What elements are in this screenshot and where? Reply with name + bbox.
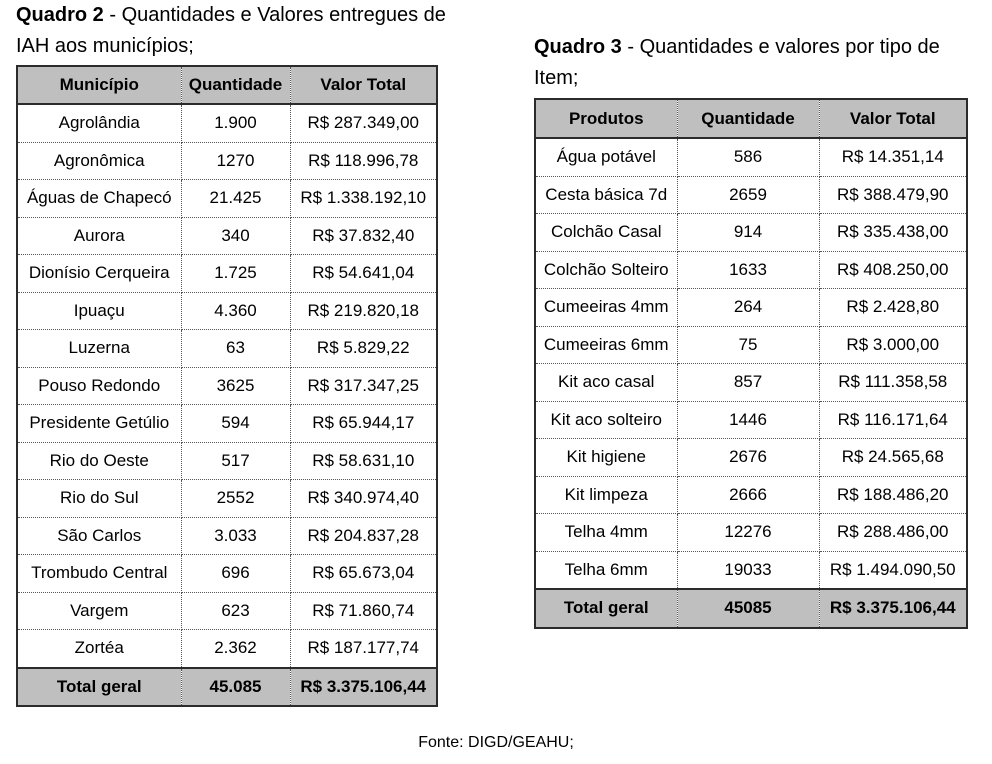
cell-quantidade: 264 (677, 289, 819, 327)
total-row (17, 668, 437, 707)
cell-name: Telha 4mm (535, 514, 677, 552)
cell-quantidade: 2552 (181, 480, 290, 518)
cell-quantidade: 594 (181, 405, 290, 443)
cell-name: Dionísio Cerqueira (17, 255, 181, 293)
quadro2-caption (16, 0, 466, 62)
cell-name: Kit limpeza (535, 476, 677, 514)
cell-valor-total: R$ 219.820,18 (290, 292, 437, 330)
column-header-produtos: Produtos (535, 99, 677, 138)
table-row (535, 251, 967, 289)
quadro2-caption-text: - Quantidades e Valores entregues de IAH aos municípios; (16, 4, 446, 57)
table-header-row (535, 99, 967, 138)
total-label: Total geral (17, 668, 181, 707)
quadro3-table (534, 98, 968, 629)
cell-valor-total: R$ 287.349,00 (290, 104, 437, 142)
cell-name: Trombudo Central (17, 555, 181, 593)
cell-quantidade: 21.425 (181, 180, 290, 218)
cell-valor-total: R$ 340.974,40 (290, 480, 437, 518)
table-row (535, 476, 967, 514)
cell-name: Agrolândia (17, 104, 181, 142)
table-row (535, 289, 967, 327)
total-valor: R$ 3.375.106,44 (290, 668, 437, 707)
quadro2-body (17, 104, 437, 706)
quadro3-caption (534, 32, 984, 94)
cell-quantidade: 1446 (677, 401, 819, 439)
cell-valor-total: R$ 204.837,28 (290, 517, 437, 555)
total-row (535, 589, 967, 628)
cell-quantidade: 1633 (677, 251, 819, 289)
cell-quantidade: 517 (181, 442, 290, 480)
cell-valor-total: R$ 335.438,00 (819, 214, 967, 252)
cell-quantidade: 340 (181, 217, 290, 255)
cell-valor-total: R$ 111.358,58 (819, 364, 967, 402)
cell-name: Luzerna (17, 330, 181, 368)
cell-name: Presidente Getúlio (17, 405, 181, 443)
cell-valor-total: R$ 408.250,00 (819, 251, 967, 289)
table-row (17, 104, 437, 142)
cell-name: Agronômica (17, 142, 181, 180)
cell-name: Aurora (17, 217, 181, 255)
cell-valor-total: R$ 2.428,80 (819, 289, 967, 327)
cell-name: Kit aco casal (535, 364, 677, 402)
table-row (17, 367, 437, 405)
cell-name: Pouso Redondo (17, 367, 181, 405)
cell-quantidade: 63 (181, 330, 290, 368)
cell-quantidade: 4.360 (181, 292, 290, 330)
table-row (535, 401, 967, 439)
table-row (535, 214, 967, 252)
cell-quantidade: 1.900 (181, 104, 290, 142)
cell-quantidade: 2676 (677, 439, 819, 477)
table-row (17, 405, 437, 443)
table-header-row (17, 66, 437, 104)
cell-name: Vargem (17, 592, 181, 630)
cell-valor-total: R$ 317.347,25 (290, 367, 437, 405)
cell-name: Cesta básica 7d (535, 176, 677, 214)
cell-valor-total: R$ 116.171,64 (819, 401, 967, 439)
cell-name: Rio do Oeste (17, 442, 181, 480)
cell-valor-total: R$ 54.641,04 (290, 255, 437, 293)
total-valor: R$ 3.375.106,44 (819, 589, 967, 628)
table-row (17, 142, 437, 180)
table-row (17, 592, 437, 630)
cell-valor-total: R$ 1.338.192,10 (290, 180, 437, 218)
cell-valor-total: R$ 188.486,20 (819, 476, 967, 514)
cell-valor-total: R$ 3.000,00 (819, 326, 967, 364)
table-row (535, 176, 967, 214)
cell-valor-total: R$ 65.944,17 (290, 405, 437, 443)
cell-quantidade: 623 (181, 592, 290, 630)
cell-valor-total: R$ 58.631,10 (290, 442, 437, 480)
quadro3-caption-label: Quadro 3 (534, 36, 622, 58)
cell-valor-total: R$ 1.494.090,50 (819, 551, 967, 589)
table-row (17, 517, 437, 555)
cell-name: Telha 6mm (535, 551, 677, 589)
table-row (17, 630, 437, 668)
quadro3-body (535, 138, 967, 628)
cell-name: Rio do Sul (17, 480, 181, 518)
cell-quantidade: 12276 (677, 514, 819, 552)
column-header-municipio: Município (17, 66, 181, 104)
cell-name: Kit higiene (535, 439, 677, 477)
table-row (17, 292, 437, 330)
cell-valor-total: R$ 65.673,04 (290, 555, 437, 593)
cell-quantidade: 2659 (677, 176, 819, 214)
cell-valor-total: R$ 37.832,40 (290, 217, 437, 255)
table-row (17, 255, 437, 293)
cell-quantidade: 857 (677, 364, 819, 402)
total-quantidade: 45.085 (181, 668, 290, 707)
cell-valor-total: R$ 24.565,68 (819, 439, 967, 477)
cell-quantidade: 914 (677, 214, 819, 252)
column-header-valor-total: Valor Total (819, 99, 967, 138)
table-row (17, 330, 437, 368)
quadro2-caption-label: Quadro 2 (16, 4, 104, 26)
column-header-quantidade: Quantidade (181, 66, 290, 104)
cell-name: Cumeeiras 6mm (535, 326, 677, 364)
table-row (17, 480, 437, 518)
table-row (535, 514, 967, 552)
source-note: Fonte: DIGD/GEAHU; (418, 734, 574, 751)
cell-quantidade: 2666 (677, 476, 819, 514)
table-row (535, 439, 967, 477)
table-row (17, 555, 437, 593)
cell-valor-total: R$ 71.860,74 (290, 592, 437, 630)
table-row (535, 138, 967, 176)
cell-quantidade: 696 (181, 555, 290, 593)
cell-name: Zortéa (17, 630, 181, 668)
quadro2-table (16, 65, 438, 707)
cell-name: Água potável (535, 138, 677, 176)
quadro3-caption-text: - Quantidades e valores por tipo de Item; (534, 36, 940, 89)
cell-name: São Carlos (17, 517, 181, 555)
cell-name: Colchão Solteiro (535, 251, 677, 289)
total-quantidade: 45085 (677, 589, 819, 628)
cell-name: Cumeeiras 4mm (535, 289, 677, 327)
cell-quantidade: 75 (677, 326, 819, 364)
cell-valor-total: R$ 14.351,14 (819, 138, 967, 176)
cell-quantidade: 3.033 (181, 517, 290, 555)
table-row (535, 364, 967, 402)
cell-name: Kit aco solteiro (535, 401, 677, 439)
column-header-valor-total: Valor Total (290, 66, 437, 104)
cell-quantidade: 586 (677, 138, 819, 176)
table-row (17, 180, 437, 218)
cell-name: Ipuaçu (17, 292, 181, 330)
table-row (17, 217, 437, 255)
table-row (535, 551, 967, 589)
cell-quantidade: 19033 (677, 551, 819, 589)
cell-valor-total: R$ 118.996,78 (290, 142, 437, 180)
total-label: Total geral (535, 589, 677, 628)
cell-valor-total: R$ 187.177,74 (290, 630, 437, 668)
cell-valor-total: R$ 388.479,90 (819, 176, 967, 214)
cell-quantidade: 3625 (181, 367, 290, 405)
cell-quantidade: 2.362 (181, 630, 290, 668)
cell-valor-total: R$ 288.486,00 (819, 514, 967, 552)
table-row (535, 326, 967, 364)
cell-name: Águas de Chapecó (17, 180, 181, 218)
cell-valor-total: R$ 5.829,22 (290, 330, 437, 368)
column-header-quantidade: Quantidade (677, 99, 819, 138)
cell-quantidade: 1270 (181, 142, 290, 180)
cell-name: Colchão Casal (535, 214, 677, 252)
cell-quantidade: 1.725 (181, 255, 290, 293)
table-row (17, 442, 437, 480)
